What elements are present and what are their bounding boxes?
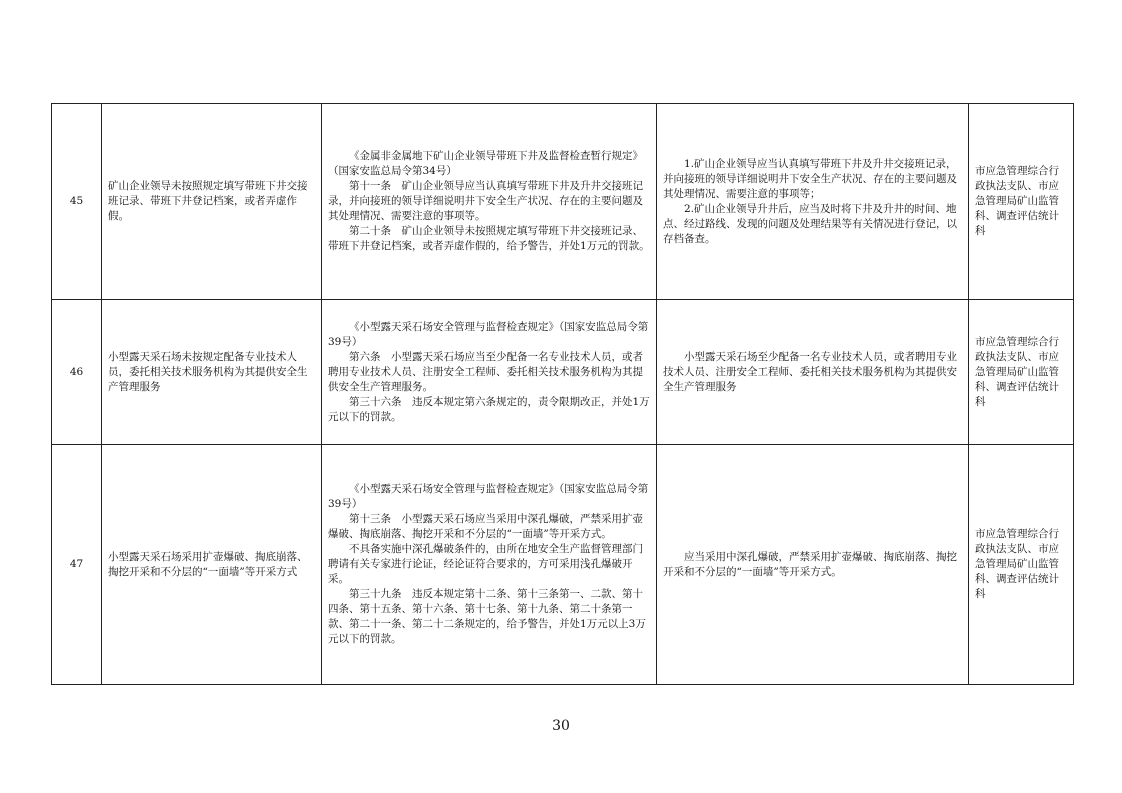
row-number: 46: [52, 300, 102, 445]
basis-paragraph: 《小型露天采石场安全管理与监督检查规定》（国家安监总局令第39号）: [328, 483, 649, 510]
legal-basis: [322, 300, 657, 445]
standard-paragraph: 应当采用中深孔爆破，严禁采用扩壶爆破、掏底崩落、掏挖开采和不分层的“一面墙”等开采方式。: [663, 550, 957, 578]
compliance-standard: [657, 300, 969, 445]
standard-paragraph: 小型露天采石场至少配备一名专业技术人员，或者聘用专业技术人员、注册安全工程师、委托相关技术服务机构为其提供安全生产管理服务: [663, 350, 957, 393]
table-row: [52, 445, 1074, 685]
basis-paragraph: 《小型露天采石场安全管理与监督检查规定》（国家安监总局令第39号）: [328, 320, 649, 348]
violation-item: 小型露天采石场采用扩壶爆破、掏底崩落、掏挖开采和不分层的“一面墙”等开采方式: [102, 445, 322, 685]
legal-basis: [322, 445, 657, 685]
basis-paragraph: 第三十六条 违反本规定第六条规定的，责令限期改正，并处1万元以下的罚款。: [328, 395, 650, 423]
responsible-dept: 市应急管理综合行政执法支队、市应急管理局矿山监管科、调查评估统计科: [969, 104, 1074, 300]
basis-paragraph: 第十三条 小型露天采石场应当采用中深孔爆破，严禁采用扩壶爆破、掏底崩落、掏挖开采和不分层的“一面墙”等开采方式。: [328, 513, 643, 540]
row-number: 45: [52, 104, 102, 300]
basis-paragraph: 第六条 小型露天采石场应当至少配备一名专业技术人员，或者聘用专业技术人员、注册安全工程师、委托相关技术服务机构为其提供安全生产管理服务。: [328, 350, 643, 393]
table-row: [52, 300, 1074, 445]
responsible-dept: 市应急管理综合行政执法支队、市应急管理局矿山监管科、调查评估统计科: [969, 445, 1074, 685]
page-number: 30: [552, 718, 570, 734]
legal-basis: [322, 104, 657, 300]
table-row: [52, 104, 1074, 300]
standard-paragraph: 1.矿山企业领导应当认真填写带班下井及升井交接班记录，并向接班的领导详细说明井下安全生产状况、存在的主要问题及其处理情况、需要注意的事项等；: [663, 157, 957, 200]
basis-paragraph: 《金属非金属地下矿山企业领导带班下井及监督检查暂行规定》（国家安监总局令第34号）: [328, 150, 643, 177]
basis-paragraph: 第十一条 矿山企业领导应当认真填写带班下井及升井交接班记录，并向接班的领导详细说明井下安全生产状况、存在的主要问题及其处理情况、需要注意的事项等。: [328, 180, 643, 222]
regulation-table: [51, 103, 1074, 685]
basis-paragraph: 不具备实施中深孔爆破条件的，由所在地安全生产监督管理部门聘请有关专家进行论证，经论证符合要求的，方可采用浅孔爆破开采。: [328, 543, 643, 585]
basis-paragraph: 第二十条 矿山企业领导未按照规定填写带班下井交接班记录、带班下井登记档案，或者弄虚作假的，给予警告，并处1万元的罚款。: [328, 225, 650, 252]
compliance-standard: [657, 445, 969, 685]
compliance-standard: [657, 104, 969, 300]
responsible-dept: 市应急管理综合行政执法支队、市应急管理局矿山监管科、调查评估统计科: [969, 300, 1074, 445]
row-number: 47: [52, 445, 102, 685]
violation-item: 矿山企业领导未按照规定填写带班下井交接班记录、带班下井登记档案，或者弄虚作假。: [102, 104, 322, 300]
basis-paragraph: 第三十九条 违反本规定第十二条、第十三条第一、二款、第十四条、第十五条、第十六条、第十七条、第十九条、第二十条第一款、第二十一条、第二十二条规定的，给予警告，并处1万元以上3万元以下的罚款。: [328, 588, 646, 645]
standard-paragraph: 2.矿山企业领导升井后，应当及时将下井及升井的时间、地点、经过路线、发现的问题及处理结果等有关情况进行登记，以存档备查。: [663, 202, 957, 245]
violation-item: 小型露天采石场未按规定配备专业技术人员，委托相关技术服务机构为其提供安全生产管理服务: [102, 300, 322, 445]
